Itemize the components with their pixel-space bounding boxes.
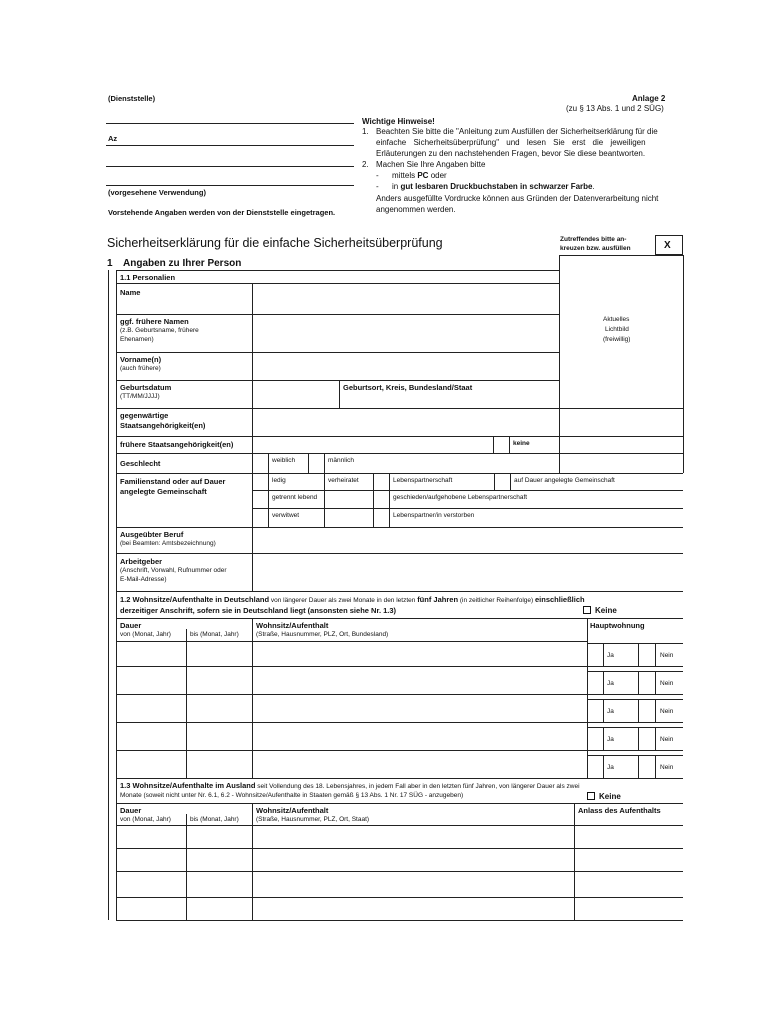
verheiratet-label: verheiratet [328, 477, 359, 484]
sec13-dauer-header: Dauer [120, 806, 142, 815]
sec12-row2-nein: Nein [660, 680, 674, 687]
keine-staatsang-checkbox[interactable] [494, 437, 509, 453]
sec12-row4-ja-checkbox[interactable] [588, 728, 603, 750]
vornamen-label: Vorname(n) [120, 355, 162, 364]
sec12-row1-ja: Ja [607, 652, 614, 659]
sec12-bis-header: bis (Monat, Jahr) [190, 631, 239, 638]
section1-num: 1 [107, 258, 113, 269]
sec12-row1-bis[interactable] [187, 642, 252, 666]
frueher-hint-1: (z.B. Geburtsname, frühere [120, 327, 199, 334]
sub11-title: 1.1 Personalien [120, 273, 176, 282]
sec13-bis-header: bis (Monat, Jahr) [190, 816, 239, 823]
sec13-row1-anlass[interactable] [575, 826, 683, 848]
margin-line-outer [108, 270, 109, 920]
lichtbild-l1: Aktuelles [603, 316, 630, 323]
geburtsdatum-field[interactable] [253, 381, 339, 408]
hinweis-tail-2: angenommen werden. [376, 205, 456, 214]
section1-title: Angaben zu Ihrer Person [123, 258, 242, 269]
sec12-row5-nein-checkbox[interactable] [639, 756, 655, 778]
vornamen-field[interactable] [253, 353, 559, 380]
dash-2: - [376, 182, 379, 191]
sec13-row4-anlass[interactable] [575, 898, 683, 920]
fruehere-staatsang-field[interactable] [253, 437, 493, 453]
fruehere-staatsang-label: frühere Staatsangehörigkeit(en) [120, 440, 234, 449]
staatsang-field[interactable] [253, 409, 682, 436]
staatsang-label-1: gegenwärtige [120, 411, 169, 420]
verwitwet-checkbox[interactable] [253, 509, 268, 527]
dienststelle-label: (Dienststelle) [108, 94, 156, 103]
lichtbild-l3: (freiwillig) [603, 336, 631, 343]
sec12-title-line2: derzeitiger Anschrift, sofern sie in Deutschland liegt (ansonsten siehe Nr. 1.3) [120, 606, 397, 615]
az-line[interactable] [106, 145, 354, 146]
sec13-von-header: von (Monat, Jahr) [120, 816, 171, 823]
maennlich-checkbox[interactable] [309, 454, 324, 473]
x-mark: X [664, 240, 671, 251]
familienstand-label-1: Familienstand oder auf Dauer [120, 477, 226, 486]
arbeitgeber-hint-2: E-Mail-Adresse) [120, 576, 167, 583]
verwitwet-label: verwitwet [272, 512, 300, 519]
sec13-row3-anlass[interactable] [575, 872, 683, 897]
sec13-row3-von[interactable] [117, 872, 186, 897]
sec12-row5-nein: Nein [660, 764, 674, 771]
zutreffend-line2: kreuzen bzw. ausfüllen [560, 245, 631, 252]
frueher-namen-label: ggf. frühere Namen [120, 317, 189, 326]
sec12-row5-ja: Ja [607, 764, 614, 771]
getrennt-checkbox[interactable] [253, 491, 268, 508]
geburtsdatum-hint: (TT/MM/JJJJ) [120, 393, 160, 400]
page-title: Sicherheitserklärung für die einfache Sicherheitsüberprüfung [107, 236, 443, 250]
sec12-row4-nein: Nein [660, 736, 674, 743]
extra-line[interactable] [106, 166, 354, 167]
keine-staatsang-label: keine [513, 440, 530, 447]
partner-verstorben-label: Lebenspartner/in verstorben [393, 512, 475, 519]
sec13-row1-bis[interactable] [187, 826, 252, 848]
sec12-keine-checkbox[interactable] [583, 606, 591, 614]
sec13-row2-wohnsitz[interactable] [253, 849, 574, 871]
dash-1: - [376, 171, 379, 180]
sec13-title-line2: Monate (soweit nicht unter Nr. 6.1, 6.2 - Wohnsitze/Aufenthalte in Staaten gemäß § 13 Abs. 1 Nr. 17 SÜG - anzugeben) [120, 792, 464, 799]
sec12-keine-label: Keine [595, 606, 617, 615]
sec12-row3-bis[interactable] [187, 695, 252, 722]
sec12-row5-ja-checkbox[interactable] [588, 756, 603, 778]
hinweis-1-line2: einfache Sicherheitsüberprüfung" und lesen Sie erst die jeweiligen [376, 138, 646, 147]
sec12-row2-wohnsitz[interactable] [253, 667, 587, 694]
geschlecht-label: Geschlecht [120, 459, 161, 468]
sec12-row4-nein-checkbox[interactable] [639, 728, 655, 750]
sec13-title-line1: 1.3 Wohnsitze/Aufenthalte im Ausland seit Vollendung des 18. Lebensjahres, in jedem Fall aber in den letzten fünf Jahren, von längerer Dauer als zwei [120, 781, 580, 790]
weiblich-label: weiblich [272, 457, 296, 464]
sec12-row3-nein-checkbox[interactable] [639, 700, 655, 722]
sec12-von-header: von (Monat, Jahr) [120, 631, 171, 638]
sec12-row4-bis[interactable] [187, 723, 252, 750]
dienststelle-line[interactable] [106, 123, 354, 124]
sec12-dauer-header: Dauer [120, 621, 142, 630]
sec13-row3-wohnsitz[interactable] [253, 872, 574, 897]
arbeitgeber-field[interactable] [253, 554, 682, 591]
hinweis-pc: mittels PC oder [392, 171, 447, 180]
dauer-gemeinschaft-label: auf Dauer angelegte Gemeinschaft [514, 477, 615, 484]
sec12-row1-wohnsitz[interactable] [253, 642, 587, 666]
familienstand-label-2: angelegte Gemeinschaft [120, 487, 207, 496]
sec12-row2-bis[interactable] [187, 667, 252, 694]
ledig-checkbox[interactable] [253, 474, 268, 490]
lichtbild-l2: Lichtbild [605, 326, 629, 333]
anlage-label: Anlage 2 [632, 94, 666, 103]
sec12-row3-wohnsitz[interactable] [253, 695, 587, 722]
sec12-row3-von[interactable] [117, 695, 186, 722]
sec12-row4-wohnsitz[interactable] [253, 723, 587, 750]
beruf-hint: (bei Beamten: Amtsbezeichnung) [120, 540, 216, 547]
sec13-row4-wohnsitz[interactable] [253, 898, 574, 920]
geschieden-label: geschieden/aufgehobene Lebenspartnerschaft [393, 494, 528, 501]
table-bottom [116, 920, 683, 921]
sec12-row1-von[interactable] [117, 642, 186, 666]
hinweis-1-line3: Erläuterungen zu den nachstehenden Fragen, bevor Sie diese beantworten. [376, 149, 646, 158]
beruf-label: Ausgeübter Beruf [120, 530, 184, 539]
sec12-hauptwohnung-header: Hauptwohnung [590, 621, 645, 630]
sec13-row2-anlass[interactable] [575, 849, 683, 871]
arbeitgeber-hint-1: (Anschrift, Vorwahl, Rufnummer oder [120, 567, 227, 574]
arbeitgeber-label: Arbeitgeber [120, 557, 163, 566]
sec13-row3-bis[interactable] [187, 872, 252, 897]
sec12-wohnsitz-hint: (Straße, Hausnummer, PLZ, Ort, Bundesland) [256, 631, 389, 638]
photo-box-left [559, 255, 560, 473]
sec13-row1-von[interactable] [117, 826, 186, 848]
geburtsort-label: Geburtsort, Kreis, Bundesland/Staat [343, 383, 473, 392]
name-label: Name [120, 288, 141, 297]
sec13-row2-von[interactable] [117, 849, 186, 871]
anlage-ref: (zu § 13 Abs. 1 und 2 SÜG) [566, 104, 664, 113]
sec13-row1-wohnsitz[interactable] [253, 826, 574, 848]
verwendung-line[interactable] [106, 185, 354, 186]
hinweis-1-line1: Beachten Sie bitte die "Anleitung zum Ausfüllen der Sicherheitserklärung für die [376, 127, 658, 136]
sec13-row2-bis[interactable] [187, 849, 252, 871]
sec12-row1-nein: Nein [660, 652, 674, 659]
margin-line-inner [116, 270, 117, 920]
frueher-namen-field[interactable] [253, 315, 559, 352]
hinweis-1-num: 1. [362, 127, 369, 136]
hinweis-druck: in gut lesbaren Druckbuchstaben in schwarzer Farbe. [392, 182, 595, 191]
ledig-label: ledig [272, 477, 286, 484]
sec12-row1-ja-checkbox[interactable] [588, 644, 603, 666]
staatsang-label-2: Staatsangehörigkeit(en) [120, 421, 206, 430]
sec13-keine-label: Keine [599, 792, 621, 801]
lebenspartnerschaft-label: Lebenspartnerschaft [393, 477, 453, 484]
partner-verstorben-checkbox[interactable] [374, 509, 389, 527]
dauer-gemeinschaft-checkbox[interactable] [495, 474, 510, 490]
table-top [116, 270, 560, 271]
geburtsort-field[interactable] [340, 392, 559, 408]
hinweise-title: Wichtige Hinweise! [362, 117, 435, 126]
sec12-row2-nein-checkbox[interactable] [639, 672, 655, 694]
lebenspartnerschaft-checkbox[interactable] [374, 474, 389, 490]
sec12-row4-von[interactable] [117, 723, 186, 750]
sec13-row4-bis[interactable] [187, 898, 252, 920]
frueher-hint-2: Ehenamen) [120, 336, 154, 343]
sec12-row2-von[interactable] [117, 667, 186, 694]
hinweis-2-num: 2. [362, 160, 369, 169]
name-field[interactable] [253, 284, 559, 314]
sec12-row3-nein: Nein [660, 708, 674, 715]
hinweis-2-line1: Machen Sie Ihre Angaben bitte [376, 160, 486, 169]
sec13-row4-von[interactable] [117, 898, 186, 920]
sec12-row2-ja: Ja [607, 680, 614, 687]
sec12-row3-ja-checkbox[interactable] [588, 700, 603, 722]
sec12-title-line1: 1.2 Wohnsitze/Aufenthalte in Deutschland von längerer Dauer als zwei Monate in den letzten fünf Jahren (in zeitlicher Reihenfolge) einschließlich [120, 595, 585, 604]
sec13-wohnsitz-header: Wohnsitz/Aufenthalt [256, 806, 329, 815]
az-label: Az [108, 134, 118, 143]
sec13-wohnsitz-hint: (Straße, Hausnummer, PLZ, Ort, Staat) [256, 816, 370, 823]
photo-box-right [683, 255, 684, 473]
weiblich-checkbox[interactable] [253, 454, 268, 473]
sec13-keine-checkbox[interactable] [587, 792, 595, 800]
beruf-field[interactable] [253, 528, 682, 553]
sec12-wohnsitz-header: Wohnsitz/Aufenthalt [256, 621, 329, 630]
geburtsdatum-label: Geburtsdatum [120, 383, 172, 392]
sec13-anlass-header: Anlass des Aufenthalts [578, 806, 661, 815]
hinweis-tail-1: Anders ausgefüllte Vordrucke können aus Gründen der Datenverarbeitung nicht [376, 194, 659, 203]
getrennt-label: getrennt lebend [272, 494, 318, 501]
sec12-row3-ja: Ja [607, 708, 614, 715]
maennlich-label: männlich [328, 457, 355, 464]
geschieden-checkbox[interactable] [374, 491, 389, 508]
sec12-row4-ja: Ja [607, 736, 614, 743]
sec12-row5-bis[interactable] [187, 751, 252, 778]
zutreffend-line1: Zutreffendes bitte an- [560, 236, 627, 243]
verwendung-label: (vorgesehene Verwendung) [108, 188, 206, 197]
sec12-row5-wohnsitz[interactable] [253, 751, 587, 778]
sec12-row1-nein-checkbox[interactable] [639, 644, 655, 666]
sec12-row5-von[interactable] [117, 751, 186, 778]
verheiratet-checkbox[interactable] [309, 474, 324, 490]
eingetragen-note: Vorstehende Angaben werden von der Dienststelle eingetragen. [108, 208, 336, 217]
sec12-row2-ja-checkbox[interactable] [588, 672, 603, 694]
vornamen-hint: (auch frühere) [120, 365, 161, 372]
